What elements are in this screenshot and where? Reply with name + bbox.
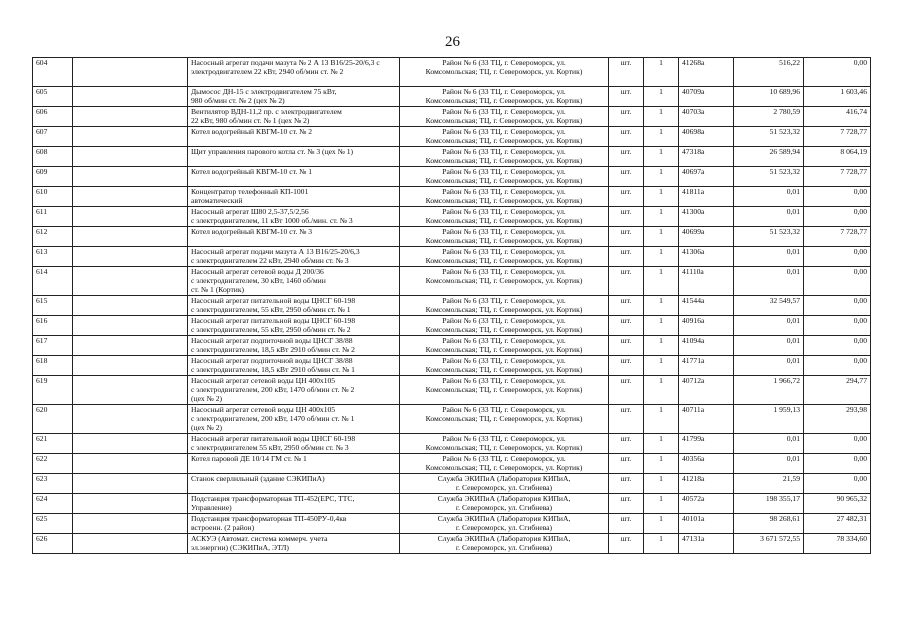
row-number: 609 bbox=[33, 167, 73, 187]
inventory-number: 41218а bbox=[679, 474, 734, 494]
table-row bbox=[33, 514, 871, 534]
row-number: 610 bbox=[33, 187, 73, 207]
blank-cell bbox=[73, 58, 188, 87]
row-number: 607 bbox=[33, 127, 73, 147]
item-name: Насосный агрегат питательной воды ЦНСГ 60-198 с электродвигателем, 55 кВт, 2950 об/мин ст. № 1 bbox=[188, 296, 400, 316]
row-number: 625 bbox=[33, 514, 73, 534]
item-name: АСКУЭ (Автомат. система коммерч. учета эл.энергии) (СЭКИПиА, ЭТЛ) bbox=[188, 534, 400, 554]
item-quantity: 1 bbox=[644, 167, 679, 187]
item-unit: шт. bbox=[609, 247, 644, 267]
residual-value: 294,77 bbox=[804, 376, 871, 405]
item-location: Район № 6 (33 ТЦ, г. Североморск, ул. Комсомольская; ТЦ, г. Североморск, ул. Кортик) bbox=[400, 316, 609, 336]
item-location: Служба ЭКИПиА (Лаборатория КИПиА, г. Североморск, ул. Сгибнева) bbox=[400, 514, 609, 534]
blank-cell bbox=[73, 207, 188, 227]
item-name: Подстанция трансформаторная ТП-450РУ-0,4кв встроенн. (2 район) bbox=[188, 514, 400, 534]
residual-value: 1 603,46 bbox=[804, 87, 871, 107]
book-value: 0,01 bbox=[734, 187, 804, 207]
inventory-number: 40572а bbox=[679, 494, 734, 514]
item-unit: шт. bbox=[609, 87, 644, 107]
item-unit: шт. bbox=[609, 405, 644, 434]
blank-cell bbox=[73, 454, 188, 474]
residual-value: 416,74 bbox=[804, 107, 871, 127]
row-number: 622 bbox=[33, 454, 73, 474]
item-unit: шт. bbox=[609, 356, 644, 376]
item-quantity: 1 bbox=[644, 514, 679, 534]
book-value: 51 523,32 bbox=[734, 167, 804, 187]
item-unit: шт. bbox=[609, 207, 644, 227]
row-number: 608 bbox=[33, 147, 73, 167]
book-value: 1 966,72 bbox=[734, 376, 804, 405]
book-value: 0,01 bbox=[734, 316, 804, 336]
item-location: Район № 6 (33 ТЦ, г. Североморск, ул. Комсомольская; ТЦ, г. Североморск, ул. Кортик) bbox=[400, 207, 609, 227]
item-unit: шт. bbox=[609, 187, 644, 207]
row-number: 611 bbox=[33, 207, 73, 227]
item-location: Район № 6 (33 ТЦ, г. Североморск, ул. Комсомольская; ТЦ, г. Североморск, ул. Кортик) bbox=[400, 296, 609, 316]
row-number: 605 bbox=[33, 87, 73, 107]
inventory-number: 40916а bbox=[679, 316, 734, 336]
inventory-number: 40711а bbox=[679, 405, 734, 434]
book-value: 0,01 bbox=[734, 336, 804, 356]
item-quantity: 1 bbox=[644, 405, 679, 434]
item-quantity: 1 bbox=[644, 58, 679, 87]
book-value: 1 959,13 bbox=[734, 405, 804, 434]
item-name: Насосный агрегат подпиточной воды ЦНСГ 38/88 с электродвигателем, 18,5 кВт 2910 об/мин ст. № 1 bbox=[188, 356, 400, 376]
table-row bbox=[33, 58, 871, 87]
item-quantity: 1 bbox=[644, 147, 679, 167]
blank-cell bbox=[73, 227, 188, 247]
residual-value: 293,98 bbox=[804, 405, 871, 434]
inventory-table-body bbox=[33, 58, 871, 554]
table-row bbox=[33, 147, 871, 167]
blank-cell bbox=[73, 107, 188, 127]
item-location: Район № 6 (33 ТЦ, г. Североморск, ул. Комсомольская; ТЦ, г. Североморск, ул. Кортик) bbox=[400, 454, 609, 474]
item-unit: шт. bbox=[609, 227, 644, 247]
residual-value: 0,00 bbox=[804, 454, 871, 474]
book-value: 32 549,57 bbox=[734, 296, 804, 316]
inventory-number: 41268а bbox=[679, 58, 734, 87]
item-unit: шт. bbox=[609, 58, 644, 87]
table-row bbox=[33, 167, 871, 187]
item-name: Концентратор телефонный КП-1001 автоматический bbox=[188, 187, 400, 207]
item-name: Вентилятор ВДН-11,2 пр. с электродвигателем 22 кВт, 980 об/мин ст. № 1 (цех № 2) bbox=[188, 107, 400, 127]
book-value: 0,01 bbox=[734, 356, 804, 376]
table-row bbox=[33, 434, 871, 454]
item-location: Район № 6 (33 ТЦ, г. Североморск, ул. Комсомольская; ТЦ, г. Североморск, ул. Кортик) bbox=[400, 87, 609, 107]
blank-cell bbox=[73, 405, 188, 434]
inventory-number: 41811а bbox=[679, 187, 734, 207]
row-number: 604 bbox=[33, 58, 73, 87]
page-number: 26 bbox=[445, 34, 460, 50]
inventory-number: 40699а bbox=[679, 227, 734, 247]
item-location: Служба ЭКИПиА (Лаборатория КИПиА, г. Североморск, ул. Сгибнева) bbox=[400, 474, 609, 494]
book-value: 21,59 bbox=[734, 474, 804, 494]
row-number: 618 bbox=[33, 356, 73, 376]
book-value: 0,01 bbox=[734, 247, 804, 267]
item-quantity: 1 bbox=[644, 534, 679, 554]
item-name: Насосный агрегат сетевой воды ЦН 400х105 с электродвигателем, 200 кВт, 1470 об/мин ст. № 2 (цех № 2) bbox=[188, 376, 400, 405]
table-row bbox=[33, 227, 871, 247]
blank-cell bbox=[73, 376, 188, 405]
row-number: 626 bbox=[33, 534, 73, 554]
item-name: Котел водогрейный КВГМ-10 ст. № 1 bbox=[188, 167, 400, 187]
item-location: Район № 6 (33 ТЦ, г. Североморск, ул. Комсомольская; ТЦ, г. Североморск, ул. Кортик) bbox=[400, 147, 609, 167]
inventory-number: 41110а bbox=[679, 267, 734, 296]
item-unit: шт. bbox=[609, 147, 644, 167]
blank-cell bbox=[73, 316, 188, 336]
item-unit: шт. bbox=[609, 514, 644, 534]
row-number: 616 bbox=[33, 316, 73, 336]
table-row bbox=[33, 336, 871, 356]
item-quantity: 1 bbox=[644, 376, 679, 405]
inventory-table bbox=[32, 57, 871, 554]
item-name: Насосный агрегат питательной воды ЦНСГ 60-198 с электродвигателем 55 кВт, 2950 об/мин ст. № 3 bbox=[188, 434, 400, 454]
inventory-number: 41094а bbox=[679, 336, 734, 356]
item-location: Район № 6 (33 ТЦ, г. Североморск, ул. Комсомольская; ТЦ, г. Североморск, ул. Кортик) bbox=[400, 107, 609, 127]
item-unit: шт. bbox=[609, 167, 644, 187]
item-quantity: 1 bbox=[644, 474, 679, 494]
row-number: 612 bbox=[33, 227, 73, 247]
residual-value: 78 334,60 bbox=[804, 534, 871, 554]
residual-value: 0,00 bbox=[804, 316, 871, 336]
item-unit: шт. bbox=[609, 376, 644, 405]
book-value: 51 523,32 bbox=[734, 227, 804, 247]
table-row bbox=[33, 376, 871, 405]
item-location: Район № 6 (33 ТЦ, г. Североморск, ул. Комсомольская; ТЦ, г. Североморск, ул. Кортик) bbox=[400, 227, 609, 247]
inventory-number: 40703а bbox=[679, 107, 734, 127]
item-unit: шт. bbox=[609, 107, 644, 127]
residual-value: 0,00 bbox=[804, 187, 871, 207]
item-location: Район № 6 (33 ТЦ, г. Североморск, ул. Комсомольская; ТЦ, г. Североморск, ул. Кортик) bbox=[400, 434, 609, 454]
table-row bbox=[33, 127, 871, 147]
item-quantity: 1 bbox=[644, 127, 679, 147]
item-location: Район № 6 (33 ТЦ, г. Североморск, ул. Комсомольская; ТЦ, г. Североморск, ул. Кортик) bbox=[400, 187, 609, 207]
book-value: 0,01 bbox=[734, 434, 804, 454]
item-unit: шт. bbox=[609, 127, 644, 147]
item-name: Насосный агрегат подпиточной воды ЦНСГ 38/88 с электродвигателем, 18,5 кВт 2910 об/мин ст. № 2 bbox=[188, 336, 400, 356]
inventory-number: 40101а bbox=[679, 514, 734, 534]
table-row bbox=[33, 247, 871, 267]
item-quantity: 1 bbox=[644, 336, 679, 356]
residual-value: 0,00 bbox=[804, 336, 871, 356]
row-number: 619 bbox=[33, 376, 73, 405]
item-quantity: 1 bbox=[644, 316, 679, 336]
item-location: Район № 6 (33 ТЦ, г. Североморск, ул. Комсомольская; ТЦ, г. Североморск, ул. Кортик) bbox=[400, 267, 609, 296]
table-row bbox=[33, 474, 871, 494]
book-value: 3 671 572,55 bbox=[734, 534, 804, 554]
row-number: 613 bbox=[33, 247, 73, 267]
item-name: Котел водогрейный КВГМ-10 ст. № 2 bbox=[188, 127, 400, 147]
blank-cell bbox=[73, 167, 188, 187]
item-quantity: 1 bbox=[644, 247, 679, 267]
table-row bbox=[33, 534, 871, 554]
item-quantity: 1 bbox=[644, 494, 679, 514]
residual-value: 0,00 bbox=[804, 247, 871, 267]
item-location: Район № 6 (33 ТЦ, г. Североморск, ул. Комсомольская; ТЦ, г. Североморск, ул. Кортик) bbox=[400, 356, 609, 376]
blank-cell bbox=[73, 187, 188, 207]
table-row bbox=[33, 405, 871, 434]
inventory-number: 41771а bbox=[679, 356, 734, 376]
residual-value: 0,00 bbox=[804, 434, 871, 454]
item-unit: шт. bbox=[609, 434, 644, 454]
item-name: Насосный агрегат подачи мазута А 13 В16/25-20/6,3 с электродвигателем 22 кВт, 2940 об/мин ст. № 3 bbox=[188, 247, 400, 267]
table-row bbox=[33, 316, 871, 336]
inventory-number: 41300а bbox=[679, 207, 734, 227]
blank-cell bbox=[73, 474, 188, 494]
item-location: Служба ЭКИПиА (Лаборатория КИПиА, г. Североморск, ул. Сгибнева) bbox=[400, 534, 609, 554]
book-value: 0,01 bbox=[734, 454, 804, 474]
table-row bbox=[33, 87, 871, 107]
item-unit: шт. bbox=[609, 534, 644, 554]
inventory-number: 40698а bbox=[679, 127, 734, 147]
item-location: Район № 6 (33 ТЦ, г. Североморск, ул. Комсомольская; ТЦ, г. Североморск, ул. Кортик) bbox=[400, 405, 609, 434]
row-number: 623 bbox=[33, 474, 73, 494]
item-name: Подстанция трансформаторная ТП-452(ЕРС, ТТС, Управление) bbox=[188, 494, 400, 514]
item-name: Насосный агрегат подачи мазута № 2 А 13 В16/25-20/6,3 с электродвигателем 22 кВт, 2940 об/мин ст. № 2 bbox=[188, 58, 400, 87]
table-row bbox=[33, 454, 871, 474]
item-quantity: 1 bbox=[644, 356, 679, 376]
item-unit: шт. bbox=[609, 316, 644, 336]
table-row bbox=[33, 356, 871, 376]
row-number: 617 bbox=[33, 336, 73, 356]
inventory-number: 47318а bbox=[679, 147, 734, 167]
item-name: Насосный агрегат сетевой воды ЦН 400х105 с электродвигателем, 200 кВт, 1470 об/мин ст. № 1 (цех № 2) bbox=[188, 405, 400, 434]
book-value: 98 268,61 bbox=[734, 514, 804, 534]
book-value: 2 780,59 bbox=[734, 107, 804, 127]
blank-cell bbox=[73, 494, 188, 514]
residual-value: 7 728,77 bbox=[804, 167, 871, 187]
item-unit: шт. bbox=[609, 494, 644, 514]
blank-cell bbox=[73, 534, 188, 554]
item-quantity: 1 bbox=[644, 267, 679, 296]
item-name: Котел водогрейный КВГМ-10 ст. № 3 bbox=[188, 227, 400, 247]
blank-cell bbox=[73, 296, 188, 316]
book-value: 0,01 bbox=[734, 207, 804, 227]
book-value: 26 589,94 bbox=[734, 147, 804, 167]
table-row bbox=[33, 296, 871, 316]
blank-cell bbox=[73, 147, 188, 167]
book-value: 0,01 bbox=[734, 267, 804, 296]
item-name: Котел паровой ДЕ 10/14 ГМ ст. № 1 bbox=[188, 454, 400, 474]
residual-value: 0,00 bbox=[804, 58, 871, 87]
row-number: 615 bbox=[33, 296, 73, 316]
item-name: Насосный агрегат сетевой воды Д 200/36 с электродвигателем, 30 кВт, 1460 об/мин ст. № 1 (Кортик) bbox=[188, 267, 400, 296]
item-name: Насосный агрегат питательной воды ЦНСГ 60-198 с электродвигателем, 55 кВт, 2950 об/мин ст. № 2 bbox=[188, 316, 400, 336]
item-location: Служба ЭКИПиА (Лаборатория КИПиА, г. Североморск, ул. Сгибнева) bbox=[400, 494, 609, 514]
residual-value: 90 965,32 bbox=[804, 494, 871, 514]
row-number: 620 bbox=[33, 405, 73, 434]
item-location: Район № 6 (33 ТЦ, г. Североморск, ул. Комсомольская; ТЦ, г. Североморск, ул. Кортик) bbox=[400, 127, 609, 147]
item-location: Район № 6 (33 ТЦ, г. Североморск, ул. Комсомольская; ТЦ, г. Североморск, ул. Кортик) bbox=[400, 58, 609, 87]
item-name: Насосный агрегат Ш80 2,5-37,5/2,56 с электродвигателем, 11 кВт 1000 об./мин. ст. № 3 bbox=[188, 207, 400, 227]
item-unit: шт. bbox=[609, 267, 644, 296]
table-row bbox=[33, 187, 871, 207]
item-location: Район № 6 (33 ТЦ, г. Североморск, ул. Комсомольская; ТЦ, г. Североморск, ул. Кортик) bbox=[400, 376, 609, 405]
item-location: Район № 6 (33 ТЦ, г. Североморск, ул. Комсомольская; ТЦ, г. Североморск, ул. Кортик) bbox=[400, 336, 609, 356]
blank-cell bbox=[73, 336, 188, 356]
inventory-number: 40697а bbox=[679, 167, 734, 187]
item-unit: шт. bbox=[609, 336, 644, 356]
residual-value: 0,00 bbox=[804, 207, 871, 227]
residual-value: 7 728,77 bbox=[804, 227, 871, 247]
inventory-number: 47131а bbox=[679, 534, 734, 554]
inventory-number: 40709а bbox=[679, 87, 734, 107]
item-quantity: 1 bbox=[644, 207, 679, 227]
item-quantity: 1 bbox=[644, 227, 679, 247]
item-quantity: 1 bbox=[644, 454, 679, 474]
item-quantity: 1 bbox=[644, 434, 679, 454]
blank-cell bbox=[73, 247, 188, 267]
inventory-number: 41544а bbox=[679, 296, 734, 316]
item-location: Район № 6 (33 ТЦ, г. Североморск, ул. Комсомольская; ТЦ, г. Североморск, ул. Кортик) bbox=[400, 247, 609, 267]
table-row bbox=[33, 107, 871, 127]
row-number: 614 bbox=[33, 267, 73, 296]
residual-value: 0,00 bbox=[804, 356, 871, 376]
table-row bbox=[33, 207, 871, 227]
inventory-number: 41799а bbox=[679, 434, 734, 454]
item-name: Станок сверлильный (здание СЭКИПиА) bbox=[188, 474, 400, 494]
row-number: 624 bbox=[33, 494, 73, 514]
inventory-number: 41306а bbox=[679, 247, 734, 267]
blank-cell bbox=[73, 514, 188, 534]
item-quantity: 1 bbox=[644, 187, 679, 207]
table-row bbox=[33, 494, 871, 514]
item-quantity: 1 bbox=[644, 107, 679, 127]
blank-cell bbox=[73, 267, 188, 296]
blank-cell bbox=[73, 87, 188, 107]
blank-cell bbox=[73, 127, 188, 147]
inventory-number: 40712а bbox=[679, 376, 734, 405]
book-value: 198 355,17 bbox=[734, 494, 804, 514]
residual-value: 27 482,31 bbox=[804, 514, 871, 534]
book-value: 10 689,96 bbox=[734, 87, 804, 107]
item-name: Дымосос ДН-15 с электродвигателем 75 кВт, 980 об/мин ст. № 2 (цех № 2) bbox=[188, 87, 400, 107]
residual-value: 0,00 bbox=[804, 296, 871, 316]
item-unit: шт. bbox=[609, 474, 644, 494]
book-value: 516,22 bbox=[734, 58, 804, 87]
table-row bbox=[33, 267, 871, 296]
item-name: Щит управления парового котла ст. № 3 (цех № 1) bbox=[188, 147, 400, 167]
residual-value: 0,00 bbox=[804, 474, 871, 494]
residual-value: 8 064,19 bbox=[804, 147, 871, 167]
item-quantity: 1 bbox=[644, 87, 679, 107]
row-number: 606 bbox=[33, 107, 73, 127]
item-location: Район № 6 (33 ТЦ, г. Североморск, ул. Комсомольская; ТЦ, г. Североморск, ул. Кортик) bbox=[400, 167, 609, 187]
residual-value: 7 728,77 bbox=[804, 127, 871, 147]
inventory-number: 40356а bbox=[679, 454, 734, 474]
blank-cell bbox=[73, 356, 188, 376]
residual-value: 0,00 bbox=[804, 267, 871, 296]
item-unit: шт. bbox=[609, 296, 644, 316]
blank-cell bbox=[73, 434, 188, 454]
item-quantity: 1 bbox=[644, 296, 679, 316]
book-value: 51 523,32 bbox=[734, 127, 804, 147]
row-number: 621 bbox=[33, 434, 73, 454]
item-unit: шт. bbox=[609, 454, 644, 474]
